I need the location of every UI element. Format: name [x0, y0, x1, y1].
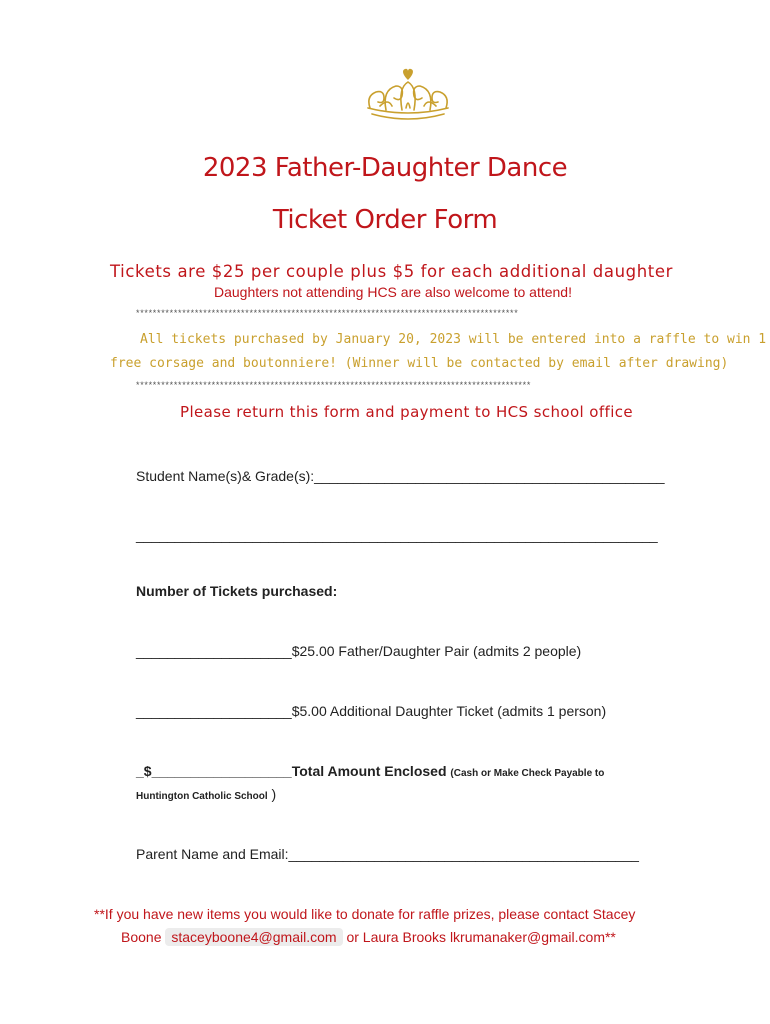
payee-line	[136, 786, 276, 802]
raffle-line-2: free corsage and boutonniere! (Winner will be contacted by email after drawing)	[110, 356, 729, 371]
additional-ticket-field[interactable]: ____________________$5.00 Additional Daughter Ticket (admits 1 person)	[136, 703, 607, 719]
tiara-icon	[362, 68, 454, 126]
pair-ticket-field[interactable]: ____________________$25.00 Father/Daughter Pair (admits 2 people)	[136, 643, 582, 659]
title-line-2: Ticket Order Form	[272, 205, 498, 235]
separator-bottom: **********************************************************************************************	[136, 380, 532, 390]
pricing-line: Tickets are $25 per couple plus $5 for each additional daughter	[110, 262, 673, 281]
student-name-field[interactable]: Student Name(s)& Grade(s):_____________________________________________	[136, 468, 665, 484]
total-amount-label: _$__________________Total Amount Enclosed	[136, 763, 447, 779]
payee-name: Huntington Catholic School	[136, 791, 268, 802]
contact-email-link[interactable]: staceyboone4@gmail.com	[165, 928, 342, 946]
payee-close: )	[271, 786, 277, 802]
tickets-heading: Number of Tickets purchased:	[136, 583, 338, 599]
return-instructions: Please return this form and payment to HCS school office	[180, 403, 634, 421]
raffle-line-1: All tickets purchased by January 20, 2023 will be entered into a raffle to win 1	[140, 332, 767, 347]
total-amount-field[interactable]	[136, 763, 604, 779]
footer-name-prefix: Boone	[121, 929, 162, 945]
footer-line-1: **If you have new items you would like to donate for raffle prizes, please contact Stacey	[94, 906, 636, 922]
parent-email-field[interactable]: Parent Name and Email:_____________________________________________	[136, 846, 639, 862]
separator-top: *******************************************************************************************	[136, 308, 519, 318]
title-line-1: 2023 Father-Daughter Dance	[202, 153, 568, 183]
welcome-line: Daughters not attending HCS are also welcome to attend!	[214, 284, 572, 300]
footer-name-suffix: or Laura Brooks lkrumanaker@gmail.com**	[346, 929, 616, 945]
payment-note: (Cash or Make Check Payable to	[450, 768, 605, 779]
footer-line-2	[121, 929, 616, 945]
student-blank-line[interactable]: ___________________________________________________________________	[136, 527, 658, 543]
